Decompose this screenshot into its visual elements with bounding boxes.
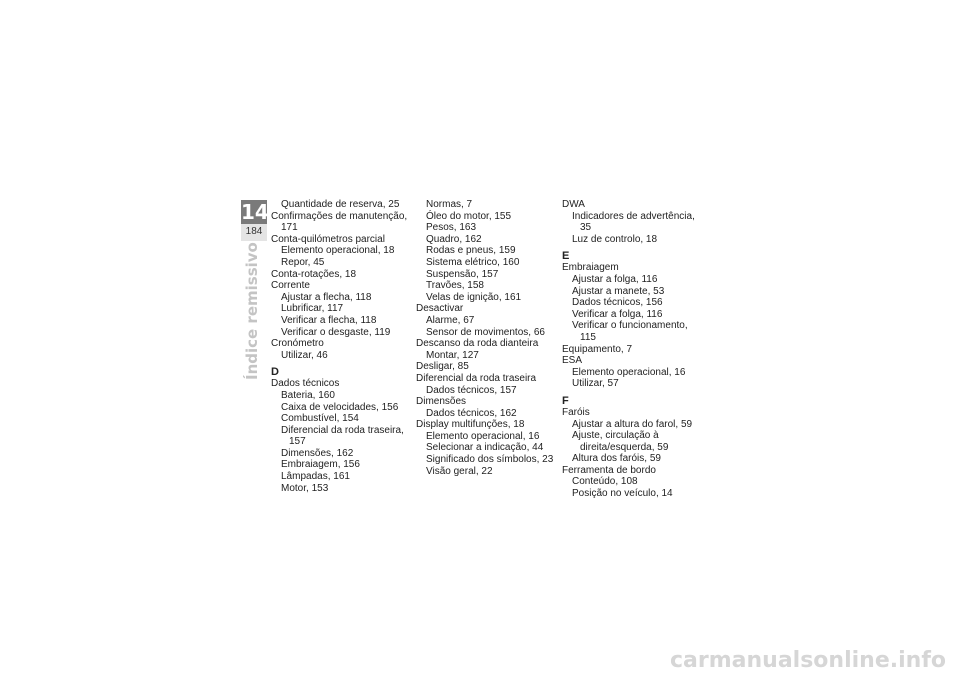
index-entry: Sistema elétrico, 160 [426, 256, 520, 268]
index-entry: Ajuste, circulação à direita/esquerda, 59 [572, 430, 669, 453]
index-entry: Verificar a flecha, 118 [281, 314, 377, 326]
chapter-number: 14 [241, 200, 269, 224]
index-entry: Lubrificar, 117 [281, 303, 344, 315]
index-entry: Ajustar a manete, 53 [572, 285, 665, 297]
index-letter-heading: D [271, 366, 279, 379]
index-entry: Ajustar a altura do farol, 59 [572, 418, 693, 430]
index-entry: Utilizar, 57 [572, 378, 619, 390]
index-entry: Altura dos faróis, 59 [572, 453, 661, 465]
index-entry: Utilizar, 46 [281, 349, 328, 361]
index-entry: Verificar o desgaste, 119 [281, 326, 391, 338]
index-entry: Selecionar a indicação, 44 [426, 442, 544, 454]
index-entry: Corrente [271, 280, 310, 292]
index-entry: Sensor de movimentos, 66 [426, 326, 545, 338]
index-entry: Indicadores de advertência, 35 [572, 210, 695, 234]
index-entry: Dimensões [416, 396, 467, 408]
index-entry: Cronómetro [271, 338, 324, 350]
index-entry: Combustível, 154 [281, 413, 359, 425]
index-entry: DWA [562, 199, 585, 210]
index-column-3 [562, 199, 702, 500]
index-entry: Quantidade de reserva, 25 [281, 199, 400, 210]
index-entry: Caixa de velocidades, 156 [281, 401, 399, 413]
page-number: 184 [245, 226, 263, 237]
index-letter-heading: F [562, 394, 569, 407]
index-entry: Desligar, 85 [416, 361, 469, 373]
index-entry: Normas, 7 [426, 199, 473, 210]
index-entry: Equipamento, 7 [562, 343, 633, 355]
index-entry: Lâmpadas, 161 [281, 471, 350, 483]
index-entry: Conta-rotações, 18 [271, 268, 357, 280]
index-entry: Quadro, 162 [426, 233, 482, 245]
index-entry: Montar, 127 [426, 349, 479, 361]
index-entry: Descanso da roda dianteira [416, 338, 539, 350]
index-entry: Embraiagem [562, 262, 619, 274]
index-column-1 [271, 199, 411, 494]
index-entry: Faróis [562, 406, 590, 418]
index-entry: Ferramenta de bordo [562, 464, 656, 476]
index-entry: Verificar a folga, 116 [572, 308, 663, 320]
index-entry: Luz de controlo, 18 [572, 233, 658, 245]
index-entry: Significado dos símbolos, 23 [426, 454, 554, 466]
index-entry: Ajustar a folga, 116 [572, 273, 658, 285]
index-letter-heading: E [562, 250, 570, 263]
index-entry: Repor, 45 [281, 256, 325, 268]
index-entry: Conta-quilómetros parcial [271, 233, 385, 245]
index-entry: Dados técnicos, 156 [572, 297, 663, 309]
index-entry: Elemento operacional, 16 [426, 430, 540, 442]
index-entry: Verificar o funcionamento, 115 [572, 320, 688, 343]
index-entry: Travões, 158 [426, 280, 484, 292]
watermark: carmanualsonline.info [670, 648, 946, 673]
index-entry: Display multifunções, 18 [416, 419, 525, 431]
index-entry: Elemento operacional, 18 [281, 245, 395, 257]
index-entry: Dados técnicos, 157 [426, 384, 517, 396]
index-entry: Posição no veículo, 14 [572, 488, 673, 500]
index-entry: Bateria, 160 [281, 389, 335, 401]
index-entry: Rodas e pneus, 159 [426, 245, 516, 257]
section-title-vertical: Índice remissivo [243, 242, 261, 380]
index-entry: Desactivar [416, 303, 464, 315]
index-entry: Dados técnicos, 162 [426, 407, 517, 419]
index-entry: Velas de ignição, 161 [426, 291, 522, 303]
index-entry: Alarme, 67 [426, 314, 475, 326]
index-entry: Elemento operacional, 16 [572, 366, 686, 378]
index-column-2 [416, 199, 556, 477]
index-entry: Conteúdo, 108 [572, 476, 638, 488]
index-entry: Motor, 153 [281, 482, 329, 494]
index-entry: Embraiagem, 156 [281, 459, 360, 471]
index-entry: Diferencial da roda traseira, 157 [281, 424, 404, 448]
index-entry: Óleo do motor, 155 [426, 210, 512, 222]
index-entry: Ajustar a flecha, 118 [281, 291, 372, 303]
index-entry: Dados técnicos [271, 378, 340, 390]
index-entry: ESA [562, 355, 583, 367]
index-entry: Diferencial da roda traseira [416, 372, 537, 384]
index-entry: Visão geral, 22 [426, 465, 493, 477]
index-entry: Confirmações de manutenção, 171 [271, 210, 408, 234]
index-entry: Suspensão, 157 [426, 268, 499, 280]
index-entry: Pesos, 163 [426, 222, 477, 234]
index-entry: Dimensões, 162 [281, 447, 354, 459]
